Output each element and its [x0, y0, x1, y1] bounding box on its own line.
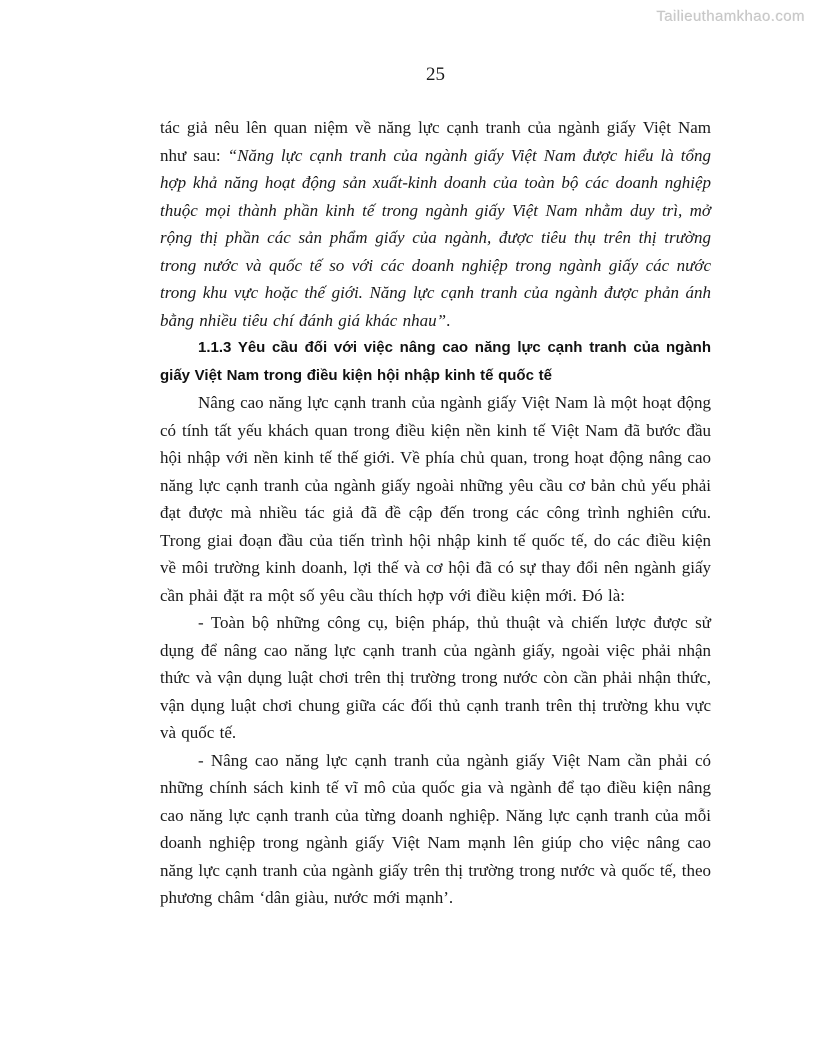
- paragraph-requirements-intro: Nâng cao năng lực cạnh tranh của ngành giấy Việt Nam là một hoạt động có tính tất yếu khách quan trong điều kiện nền kinh tế Việt Nam đã bước đầu hội nhập với nền kinh tế thế giới. Về phía chủ quan, trong hoạt động nâng cao năng lực cạnh tranh của ngành giấy ngoài những yêu cầu cơ bản chủ yếu phải đạt được mà nhiều tác giả đã đề cập đến trong các công trình nghiên cứu. Trong giai đoạn đầu của tiến trình hội nhập kinh tế quốc tế, do các điều kiện về môi trường kinh doanh, lợi thế và cơ hội đã có sự thay đổi nên ngành giấy cần phải đặt ra một số yêu cầu thích hợp với điều kiện mới. Đó là:: [160, 393, 711, 605]
- page-content: [160, 114, 711, 912]
- paragraph-definition-end-punctuation: .: [446, 310, 451, 330]
- quoted-definition-text: “Năng lực cạnh tranh của ngành giấy Việt Nam được hiểu là tổng hợp khả năng hoạt động sản xuất-kinh doanh của toàn bộ các doanh nghiệp thuộc mọi thành phần kinh tế trong ngành giấy Việt Nam nhằm duy trì, mở rộng thị phần các sản phẩm giấy của ngành, được tiêu thụ trên thị trường trong nước và quốc tế so với các doanh nghiệp trong ngành giấy các nước trong khu vực hoặc thế giới. Năng lực cạnh tranh của ngành được phản ánh bằng nhiều tiêu chí đánh giá khác nhau”: [160, 145, 711, 330]
- watermark-site-label: Tailieuthamkhao.com: [656, 8, 805, 25]
- page-body: [160, 64, 711, 912]
- paragraph-requirement-tools: - Toàn bộ những công cụ, biện pháp, thủ thuật và chiến lược được sử dụng để nâng cao năng lực cạnh tranh của ngành giấy, ngoài việc phải nhận thức và vận dụng luật chơi trên thị trường trong nước còn cần phải nhận thức, vận dụng luật chơi chung giữa các đối thủ cạnh tranh trên thị trường khu vực và quốc tế.: [160, 613, 711, 742]
- page-number: 25: [426, 64, 445, 85]
- paragraph-definition-lead: tác giả nêu lên quan niệm về năng lực cạnh tranh của ngành giấy Việt Nam như sau:: [160, 118, 711, 165]
- paragraph-requirement-macro-policy: - Nâng cao năng lực cạnh tranh của ngành giấy Việt Nam cần phải có những chính sách kinh tế vĩ mô của quốc gia và ngành để tạo điều kiện nâng cao năng lực cạnh tranh của từng doanh nghiệp. Năng lực cạnh tranh của mỗi doanh nghiệp trong ngành giấy Việt Nam mạnh lên giúp cho việc nâng cao năng lực cạnh tranh của ngành giấy trên thị trường trong nước và quốc tế, theo phương châm ‘dân giàu, nước mới mạnh’.: [160, 750, 711, 907]
- paragraph-definition: [160, 114, 711, 334]
- section-heading-1-1-3: 1.1.3 Yêu cầu đối với việc nâng cao năng lực cạnh tranh của ngành giấy Việt Nam trong điều kiện hội nhập kinh tế quốc tế: [160, 339, 711, 384]
